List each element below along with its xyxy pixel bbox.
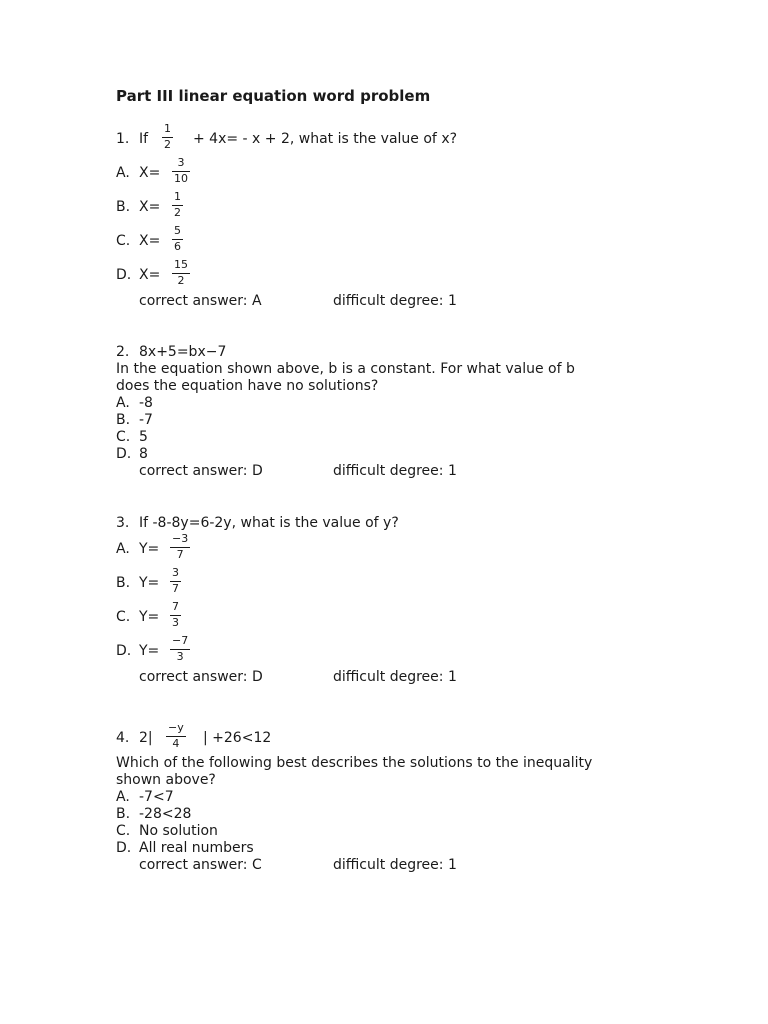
correct-answer-value: A bbox=[251, 293, 262, 309]
expression-fraction bbox=[166, 722, 186, 750]
question-if: If bbox=[139, 131, 149, 147]
option-text: -28<28 bbox=[139, 806, 192, 822]
difficulty-degree bbox=[333, 669, 457, 686]
option-fraction bbox=[170, 567, 181, 595]
option-fraction bbox=[172, 157, 190, 185]
option-label: C. bbox=[116, 609, 131, 625]
option-fraction bbox=[170, 635, 190, 663]
fraction-numerator: −3 bbox=[172, 532, 189, 545]
option-text: Y= bbox=[139, 643, 160, 659]
fraction-numerator: 7 bbox=[172, 600, 179, 613]
question-number: 2. bbox=[116, 344, 130, 360]
correct-answer-value: D bbox=[251, 463, 263, 479]
option-label: C. bbox=[116, 233, 131, 249]
difficulty-prefix: difficult degree: bbox=[333, 857, 444, 873]
correct-answer bbox=[139, 463, 263, 480]
page-title: Part III linear equation word problem bbox=[116, 87, 431, 105]
option-label: A. bbox=[116, 789, 130, 805]
correct-answer bbox=[139, 669, 263, 686]
correct-answer-value: C bbox=[251, 857, 262, 873]
option-text: No solution bbox=[139, 823, 218, 839]
correct-answer-prefix: correct answer: bbox=[139, 857, 248, 873]
option-fraction bbox=[172, 225, 183, 253]
option-label: B. bbox=[116, 412, 131, 428]
fraction-numerator: 1 bbox=[164, 122, 171, 135]
difficulty-value: 1 bbox=[447, 293, 457, 309]
fraction-denominator: 4 bbox=[172, 737, 180, 750]
option-text: X= bbox=[139, 267, 161, 283]
option-fraction bbox=[170, 601, 181, 629]
option-text: Y= bbox=[139, 541, 160, 557]
option-fraction bbox=[172, 259, 190, 287]
fraction-denominator: 2 bbox=[177, 274, 185, 287]
option-label: B. bbox=[116, 575, 131, 591]
expression-suffix: | +26<12 bbox=[203, 730, 272, 746]
fraction-numerator: −7 bbox=[172, 634, 189, 647]
fraction-denominator: 6 bbox=[174, 240, 181, 253]
fraction-one-half bbox=[162, 123, 173, 151]
fraction-denominator: 2 bbox=[174, 206, 181, 219]
fraction-denominator: 2 bbox=[164, 138, 171, 151]
fraction-numerator: 1 bbox=[174, 190, 181, 203]
option-label: D. bbox=[116, 446, 132, 462]
option-text: Y= bbox=[139, 575, 160, 591]
fraction-numerator: 3 bbox=[177, 156, 185, 169]
question-number: 3. bbox=[116, 515, 130, 531]
question-text-line-2: does the equation have no solutions? bbox=[116, 378, 379, 394]
option-label: C. bbox=[116, 429, 131, 445]
option-fraction bbox=[172, 191, 183, 219]
question-text-line-1: Which of the following best describes the solutions to the inequality bbox=[116, 755, 593, 771]
option-text: Y= bbox=[139, 609, 160, 625]
option-label: A. bbox=[116, 541, 130, 557]
fraction-numerator: −y bbox=[168, 721, 184, 734]
option-text: -7 bbox=[139, 412, 153, 428]
difficulty-value: 1 bbox=[447, 857, 457, 873]
option-text: X= bbox=[139, 233, 161, 249]
difficulty-value: 1 bbox=[447, 463, 457, 479]
question-text: If -8-8y=6-2y, what is the value of y? bbox=[139, 515, 399, 531]
fraction-numerator: 3 bbox=[172, 566, 179, 579]
correct-answer-prefix: correct answer: bbox=[139, 463, 248, 479]
difficulty-value: 1 bbox=[447, 669, 457, 685]
option-label: D. bbox=[116, 267, 132, 283]
option-label: D. bbox=[116, 643, 132, 659]
question-text: + 4x= - x + 2, what is the value of x? bbox=[193, 131, 458, 147]
option-label: A. bbox=[116, 395, 130, 411]
fraction-denominator: 3 bbox=[176, 650, 184, 663]
fraction-numerator: 5 bbox=[174, 224, 181, 237]
difficulty-degree bbox=[333, 293, 457, 310]
difficulty-degree bbox=[333, 463, 457, 480]
correct-answer-prefix: correct answer: bbox=[139, 669, 248, 685]
option-text: 5 bbox=[139, 429, 148, 445]
option-text: X= bbox=[139, 165, 161, 181]
fraction-numerator: 15 bbox=[174, 258, 188, 271]
question-text-line-1: In the equation shown above, b is a constant. For what value of b bbox=[116, 361, 575, 377]
option-fraction bbox=[170, 533, 190, 561]
option-label: A. bbox=[116, 165, 130, 181]
option-label: B. bbox=[116, 806, 131, 822]
option-label: D. bbox=[116, 840, 132, 856]
question-text-line-2: shown above? bbox=[116, 772, 216, 788]
correct-answer-value: D bbox=[251, 669, 263, 685]
fraction-denominator: 10 bbox=[174, 172, 188, 185]
difficulty-prefix: difficult degree: bbox=[333, 463, 444, 479]
fraction-denominator: 3 bbox=[172, 616, 179, 629]
difficulty-degree bbox=[333, 857, 457, 874]
option-text: -8 bbox=[139, 395, 153, 411]
correct-answer bbox=[139, 857, 262, 874]
correct-answer bbox=[139, 293, 262, 310]
question-equation: 8x+5=bx−7 bbox=[139, 344, 227, 360]
difficulty-prefix: difficult degree: bbox=[333, 293, 444, 309]
fraction-denominator: 7 bbox=[176, 548, 184, 561]
option-label: B. bbox=[116, 199, 131, 215]
option-label: C. bbox=[116, 823, 131, 839]
correct-answer-prefix: correct answer: bbox=[139, 293, 248, 309]
fraction-denominator: 7 bbox=[172, 582, 179, 595]
option-text: X= bbox=[139, 199, 161, 215]
question-number: 1. bbox=[116, 131, 130, 147]
question-number: 4. bbox=[116, 730, 130, 746]
expression-prefix: 2| bbox=[139, 730, 153, 746]
difficulty-prefix: difficult degree: bbox=[333, 669, 444, 685]
option-text: 8 bbox=[139, 446, 148, 462]
option-text: All real numbers bbox=[139, 840, 254, 856]
option-text: -7<7 bbox=[139, 789, 174, 805]
